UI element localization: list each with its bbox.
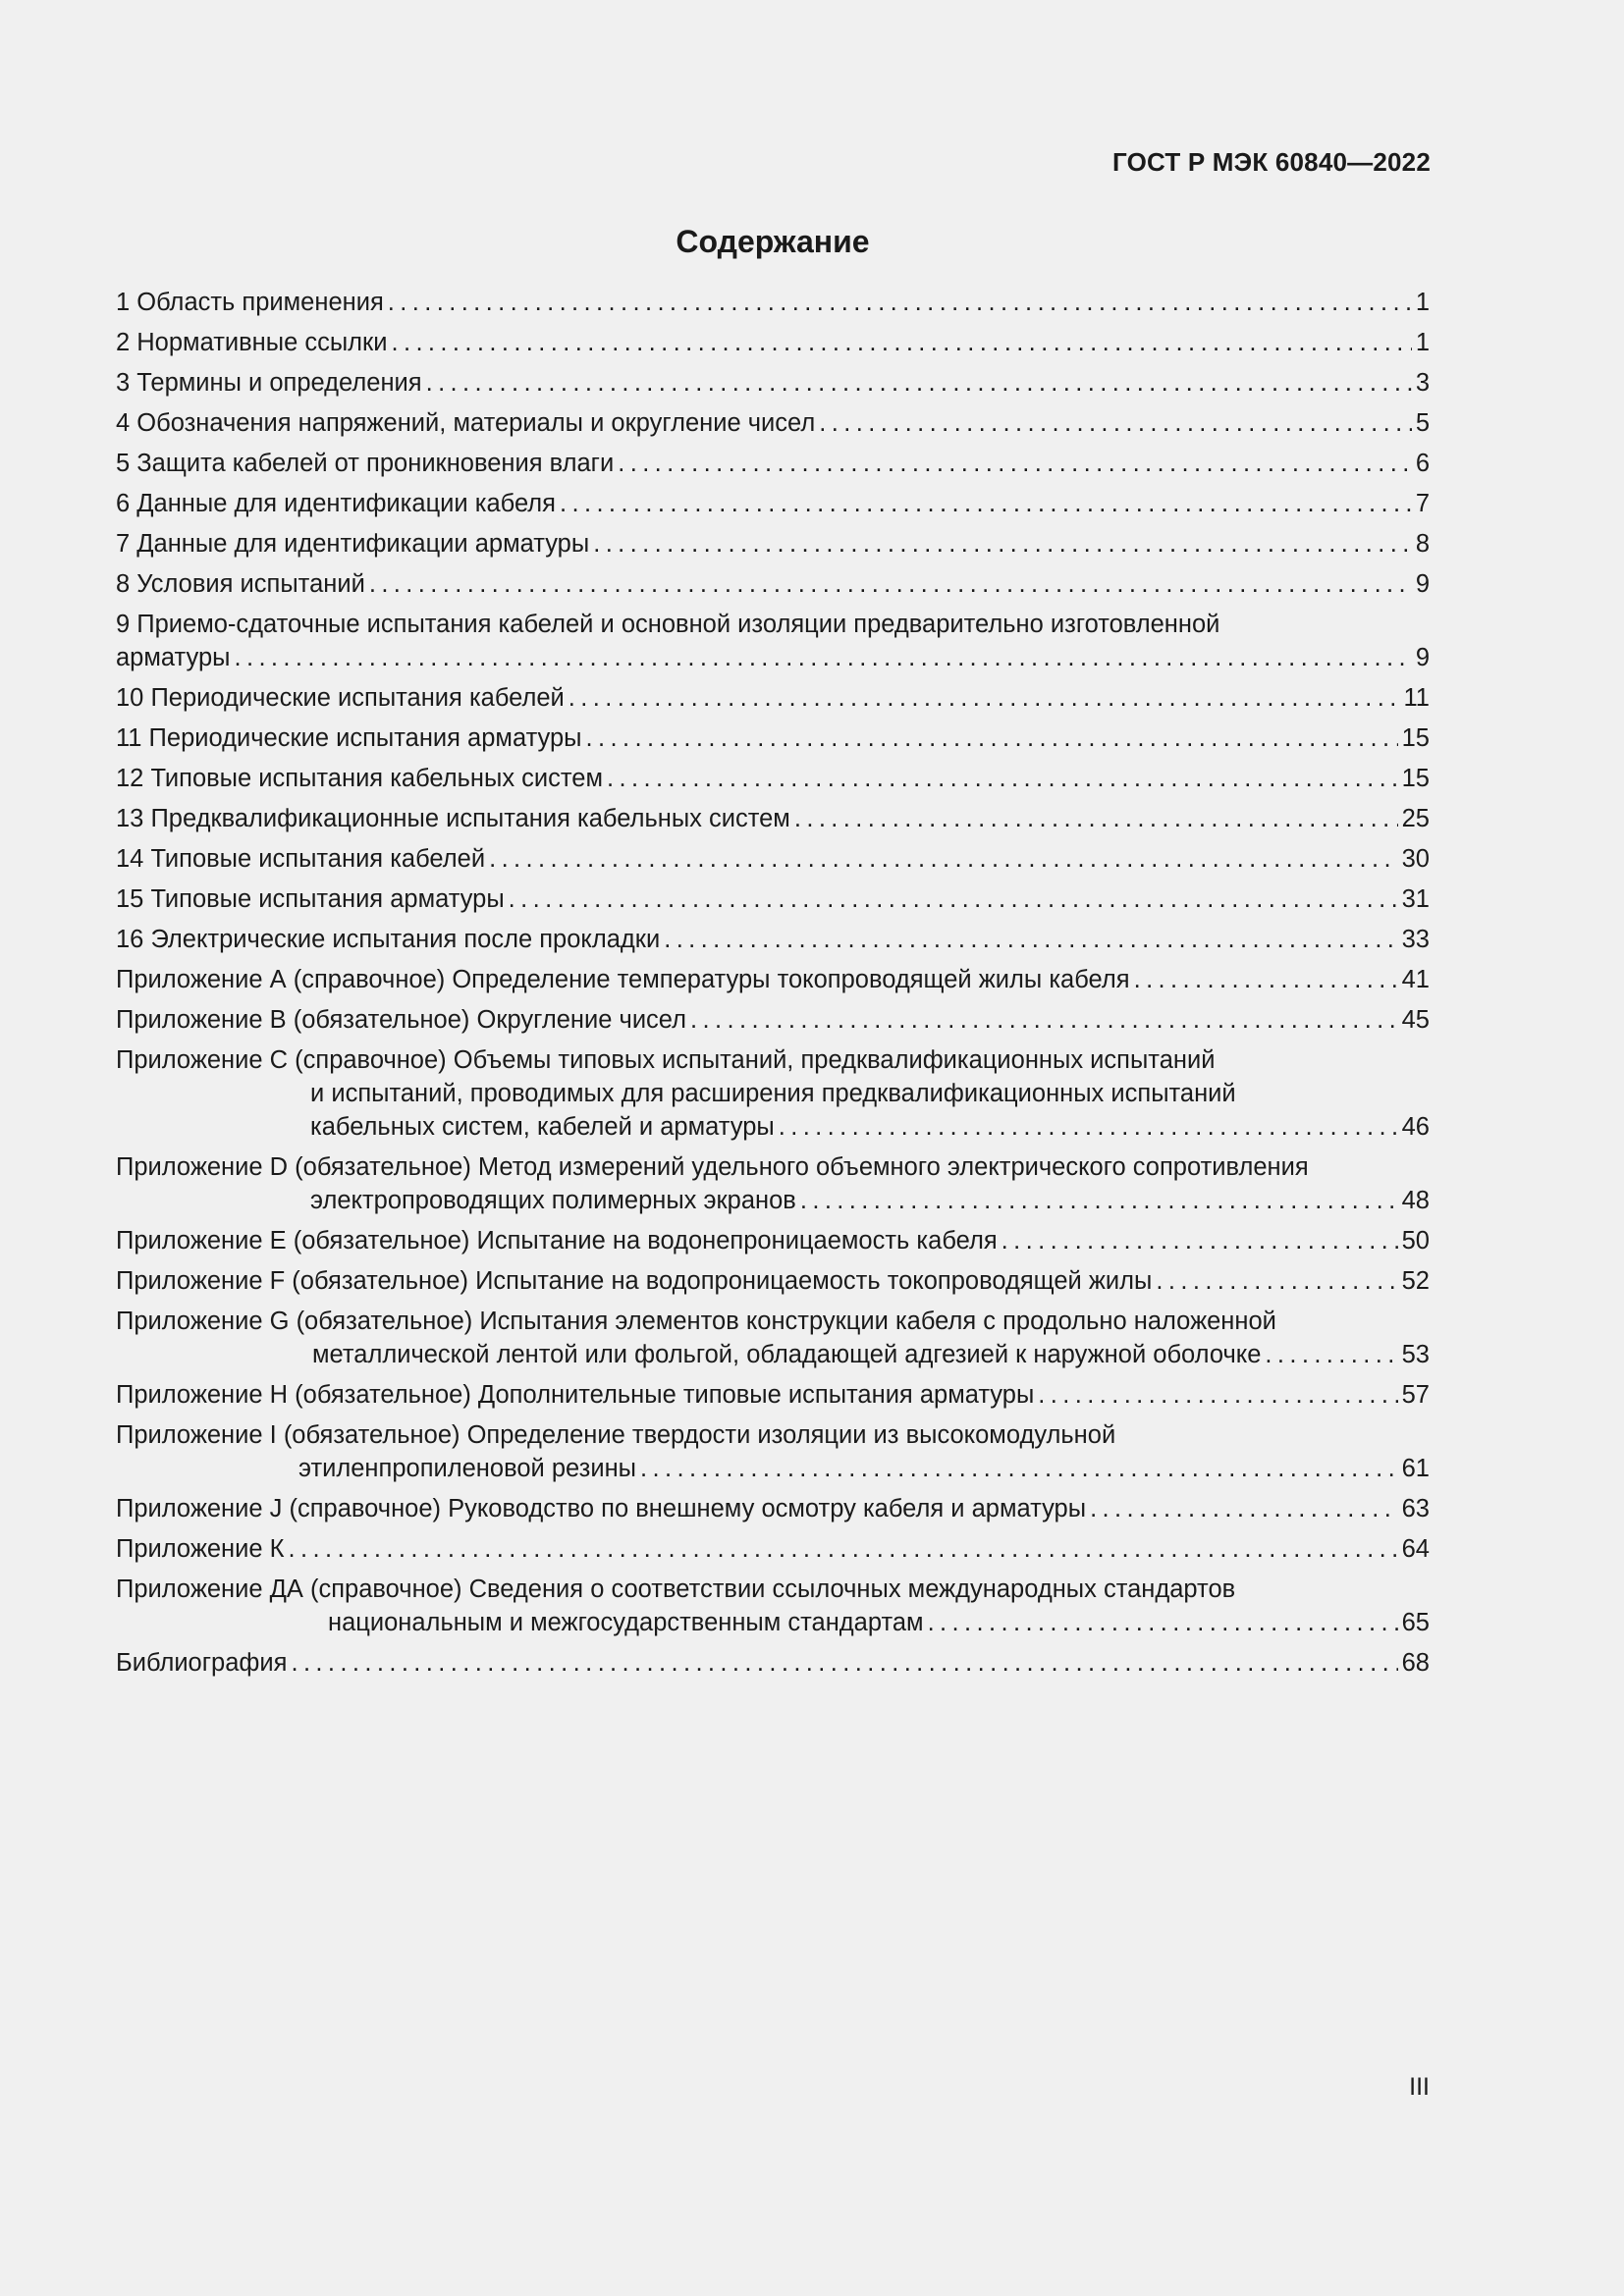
toc-entry[interactable] xyxy=(116,1418,1430,1485)
toc-page-number: 11 xyxy=(1403,684,1430,712)
toc-page-number: 15 xyxy=(1401,724,1430,752)
toc-entry-text: электропроводящих полимерных экранов xyxy=(310,1187,796,1214)
toc-entry-text: кабельных систем, кабелей и арматуры xyxy=(310,1113,775,1141)
toc-page-number: 8 xyxy=(1415,530,1430,558)
toc-entry[interactable] xyxy=(116,1003,1430,1037)
toc-page-number: 1 xyxy=(1415,289,1430,316)
toc-page-number: 6 xyxy=(1415,450,1430,477)
toc-entry-text: Приложение С (справочное) Объемы типовых испытаний, предквалификационных испытаний xyxy=(116,1046,1216,1074)
page-number: III xyxy=(1409,2073,1430,2101)
toc-entry-text: 14 Типовые испытания кабелей xyxy=(116,845,486,873)
dot-leader xyxy=(1156,1264,1397,1298)
toc-entry[interactable] xyxy=(116,1150,1430,1217)
toc-page-number: 5 xyxy=(1415,409,1430,437)
toc-entry-text: 10 Периодические испытания кабелей xyxy=(116,684,565,712)
toc-entry[interactable] xyxy=(116,326,1430,359)
dot-leader xyxy=(234,641,1411,674)
toc-page-number: 52 xyxy=(1401,1267,1430,1295)
dot-leader xyxy=(369,567,1412,601)
toc-page-number: 15 xyxy=(1401,765,1430,792)
toc-entry-text: 6 Данные для идентификации кабеля xyxy=(116,490,556,517)
dot-leader xyxy=(800,1184,1398,1217)
toc-entry-text: Приложение Н (обязательное) Дополнительные типовые испытания арматуры xyxy=(116,1381,1035,1409)
toc-entry[interactable] xyxy=(116,447,1430,480)
toc-page-number: 63 xyxy=(1401,1495,1430,1522)
toc-page-number: 7 xyxy=(1415,490,1430,517)
toc-entry[interactable] xyxy=(116,608,1430,674)
toc-entry[interactable] xyxy=(116,1532,1430,1566)
toc-entry[interactable] xyxy=(116,802,1430,835)
dot-leader xyxy=(388,286,1412,319)
toc-entry-text: Приложение К xyxy=(116,1535,285,1563)
toc-page-number: 61 xyxy=(1401,1455,1430,1482)
dot-leader xyxy=(640,1452,1398,1485)
toc-page-number: 9 xyxy=(1415,644,1430,671)
toc-entry-text: Приложение I (обязательное) Определение твердости изоляции из высокомодульной xyxy=(116,1421,1116,1449)
dot-leader xyxy=(509,882,1398,916)
toc-entry[interactable] xyxy=(116,1573,1430,1639)
dot-leader xyxy=(1265,1338,1397,1371)
toc-page-number: 31 xyxy=(1401,885,1430,913)
toc-page-number: 57 xyxy=(1401,1381,1430,1409)
dot-leader xyxy=(291,1646,1397,1680)
toc-entry-text: 15 Типовые испытания арматуры xyxy=(116,885,505,913)
toc-entry[interactable] xyxy=(116,1378,1430,1412)
toc-page-number: 33 xyxy=(1401,926,1430,953)
toc-entry-text: Библиография xyxy=(116,1649,288,1677)
toc-entry[interactable] xyxy=(116,1224,1430,1257)
dot-leader xyxy=(593,527,1412,561)
toc-entry-text: Приложение ДА (справочное) Сведения о соответствии ссылочных международных стандартов xyxy=(116,1575,1236,1603)
toc-entry-text: 9 Приемо-сдаточные испытания кабелей и основной изоляции предварительно изготовленной xyxy=(116,611,1220,638)
toc-page-number: 53 xyxy=(1401,1341,1430,1368)
toc-page-number: 30 xyxy=(1401,845,1430,873)
dot-leader xyxy=(690,1003,1398,1037)
dot-leader xyxy=(779,1110,1398,1144)
toc-entry-text: Приложение F (обязательное) Испытание на водопроницаемость токопроводящей жилы xyxy=(116,1267,1153,1295)
toc-entry-text: 8 Условия испытаний xyxy=(116,570,365,598)
toc-entry-text: 12 Типовые испытания кабельных систем xyxy=(116,765,604,792)
toc-entry[interactable] xyxy=(116,487,1430,520)
toc-page-number: 50 xyxy=(1401,1227,1430,1255)
toc-entry-text: Приложение D (обязательное) Метод измерений удельного объемного электрического сопротивления xyxy=(116,1153,1309,1181)
toc-page-number: 45 xyxy=(1401,1006,1430,1034)
toc-entry-text: металлической лентой или фольгой, обладающей адгезией к наружной оболочке xyxy=(312,1341,1262,1368)
toc-entry-text: национальным и межгосударственным стандартам xyxy=(328,1609,924,1636)
toc-entry[interactable] xyxy=(116,842,1430,876)
toc-page-number: 46 xyxy=(1401,1113,1430,1141)
toc-entry-text: арматуры xyxy=(116,644,231,671)
toc-entry-text: Приложение J (справочное) Руководство по внешнему осмотру кабеля и арматуры xyxy=(116,1495,1087,1522)
toc-page-number: 64 xyxy=(1401,1535,1430,1563)
toc-entry-text: 11 Периодические испытания арматуры xyxy=(116,724,582,752)
dot-leader xyxy=(1001,1224,1398,1257)
toc-page-number: 48 xyxy=(1401,1187,1430,1214)
toc-entry-text: 3 Термины и определения xyxy=(116,369,422,397)
dot-leader xyxy=(664,923,1397,956)
toc-entry-text: 7 Данные для идентификации арматуры xyxy=(116,530,590,558)
toc-page-number: 65 xyxy=(1401,1609,1430,1636)
dot-leader xyxy=(618,447,1412,480)
dot-leader xyxy=(1134,963,1398,996)
toc-entry[interactable] xyxy=(116,882,1430,916)
toc-entry[interactable] xyxy=(116,366,1430,400)
dot-leader xyxy=(794,802,1398,835)
dot-leader xyxy=(607,762,1398,795)
toc-entry[interactable] xyxy=(116,1043,1430,1144)
toc-entry-text: 16 Электрические испытания после прокладки xyxy=(116,926,661,953)
dot-leader xyxy=(586,721,1398,755)
toc-entry-text: этиленпропиленовой резины xyxy=(298,1455,636,1482)
dot-leader xyxy=(819,406,1412,440)
toc-page-number: 68 xyxy=(1401,1649,1430,1677)
table-of-contents xyxy=(116,286,1430,1686)
toc-entry[interactable] xyxy=(116,762,1430,795)
toc-entry-text: Приложение В (обязательное) Округление чисел xyxy=(116,1006,687,1034)
document-id: ГОСТ Р МЭК 60840—2022 xyxy=(1111,147,1431,177)
toc-entry[interactable] xyxy=(116,406,1430,440)
toc-entry[interactable] xyxy=(116,1305,1430,1371)
toc-page-number: 41 xyxy=(1401,966,1430,993)
toc-page-number: 1 xyxy=(1415,329,1430,356)
toc-entry[interactable] xyxy=(116,963,1430,996)
toc-entry[interactable] xyxy=(116,1264,1430,1298)
toc-page-number: 9 xyxy=(1415,570,1430,598)
toc-entry-text: и испытаний, проводимых для расширения предквалификационных испытаний xyxy=(310,1080,1236,1107)
dot-leader xyxy=(426,366,1412,400)
toc-entry-text: 2 Нормативные ссылки xyxy=(116,329,388,356)
toc-entry-text: 1 Область применения xyxy=(116,289,384,316)
dot-leader xyxy=(391,326,1411,359)
dot-leader xyxy=(289,1532,1398,1566)
dot-leader xyxy=(1090,1492,1398,1525)
toc-page-number: 25 xyxy=(1401,805,1430,832)
toc-entry-text: 4 Обозначения напряжений, материалы и округление чисел xyxy=(116,409,816,437)
toc-entry[interactable] xyxy=(116,681,1430,715)
toc-entry[interactable] xyxy=(116,527,1430,561)
toc-entry-text: Приложение А (справочное) Определение температуры токопроводящей жилы кабеля xyxy=(116,966,1130,993)
toc-entry-text: Приложение Е (обязательное) Испытание на водонепроницаемость кабеля xyxy=(116,1227,998,1255)
dot-leader xyxy=(568,681,1400,715)
dot-leader xyxy=(489,842,1398,876)
toc-entry[interactable] xyxy=(116,1492,1430,1525)
toc-entry-text: Приложение G (обязательное) Испытания элементов конструкции кабеля с продольно наложенной xyxy=(116,1308,1276,1335)
toc-entry[interactable] xyxy=(116,923,1430,956)
toc-entry-text: 5 Защита кабелей от проникновения влаги xyxy=(116,450,615,477)
toc-entry[interactable] xyxy=(116,721,1430,755)
dot-leader xyxy=(560,487,1412,520)
toc-page-number: 3 xyxy=(1415,369,1430,397)
toc-entry[interactable] xyxy=(116,1646,1430,1680)
toc-entry[interactable] xyxy=(116,286,1430,319)
page-title: Содержание xyxy=(676,224,870,259)
dot-leader xyxy=(928,1606,1398,1639)
toc-entry[interactable] xyxy=(116,567,1430,601)
toc-entry-text: 13 Предквалификационные испытания кабельных систем xyxy=(116,805,790,832)
dot-leader xyxy=(1038,1378,1397,1412)
